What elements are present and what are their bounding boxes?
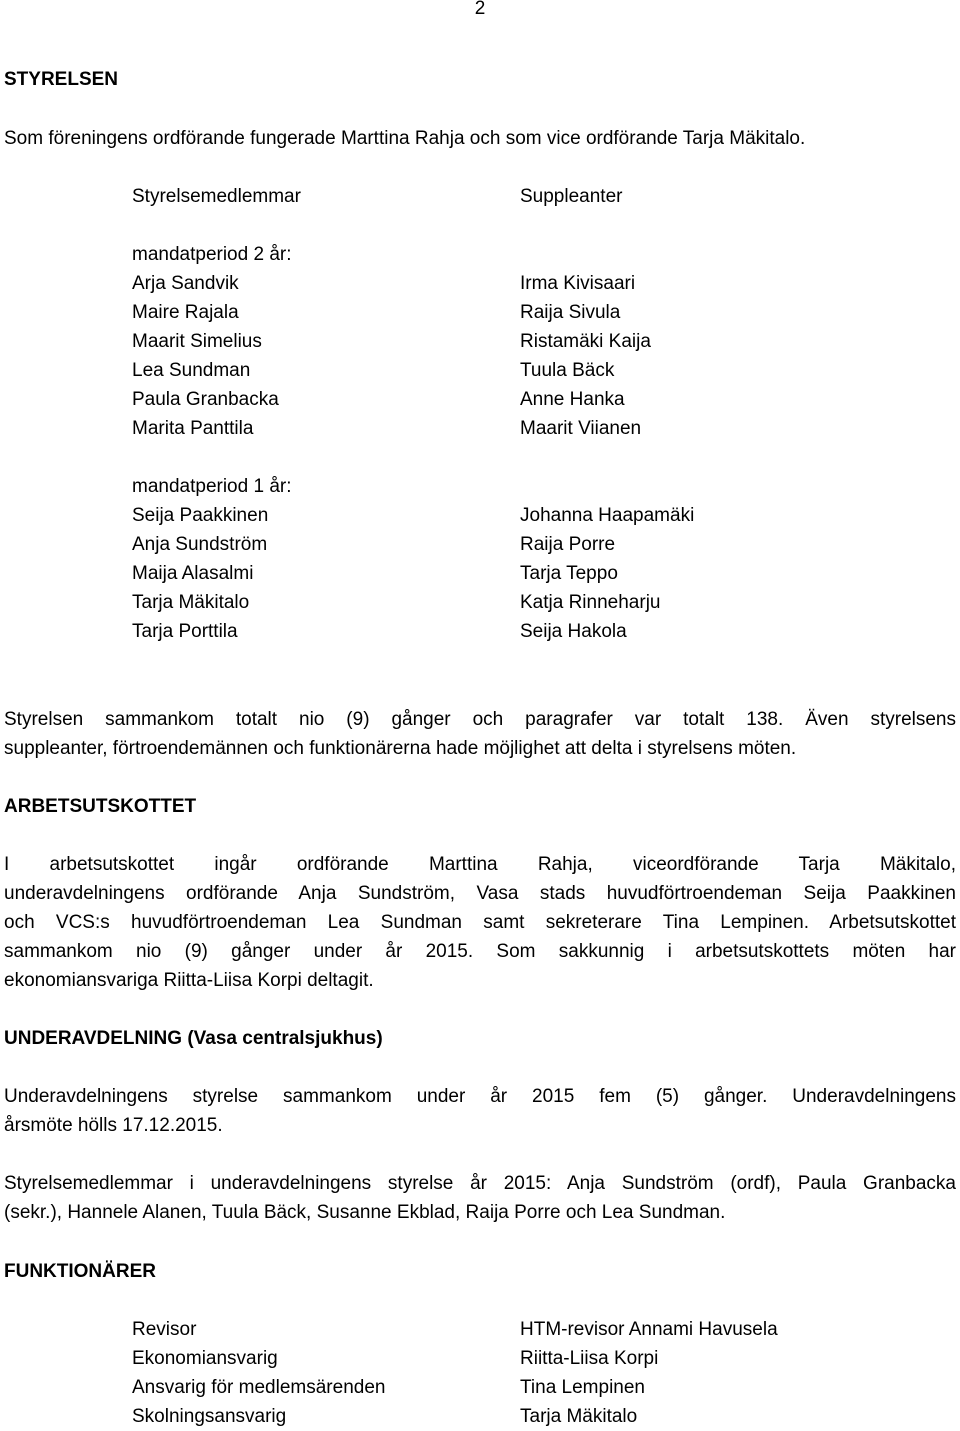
- paragraph-line: Underavdelningens styrelse sammankom under år 2015 fem (5) gånger. Underavdelningens: [4, 1086, 956, 1107]
- person-name: Riitta-Liisa Korpi: [520, 1348, 659, 1369]
- left-column-title: Styrelsemedlemmar: [132, 186, 301, 207]
- period1-label: mandatperiod 1 år:: [132, 476, 292, 497]
- list-item: Seija Hakola: [520, 621, 627, 642]
- list-item: Maija Alasalmi: [132, 563, 254, 584]
- paragraph-line: suppleanter, förtroendemännen och funktionärerna hade möjlighet att delta i styrelsens möten.: [4, 738, 797, 759]
- styrelsen-summary: [4, 705, 956, 763]
- section-heading-arbetsutskottet: ARBETSUTSKOTTET: [4, 796, 197, 817]
- list-item: Irma Kivisaari: [520, 273, 636, 294]
- right-column-title: Suppleanter: [520, 186, 623, 207]
- paragraph-line: Styrelsen sammankom totalt nio (9) gånger och paragrafer var totalt 138. Även styrelsens: [4, 709, 956, 730]
- paragraph-line: Styrelsemedlemmar i underavdelningens styrelse år 2015: Anja Sundström (ordf), Paula Granbacka: [4, 1173, 956, 1194]
- person-name: HTM-revisor Annami Havusela: [520, 1319, 778, 1340]
- arbetsutskottet-paragraph: [4, 850, 956, 995]
- paragraph-line: ekonomiansvariga Riitta-Liisa Korpi deltagit.: [4, 970, 374, 991]
- list-item: Anne Hanka: [520, 389, 625, 410]
- list-item: Maarit Viianen: [520, 418, 642, 439]
- period2-members: [132, 269, 279, 443]
- list-item: Ristamäki Kaija: [520, 331, 651, 352]
- underavdelning-paragraph-1: [4, 1082, 956, 1140]
- paragraph-line: årsmöte hölls 17.12.2015.: [4, 1115, 223, 1136]
- list-item: Lea Sundman: [132, 360, 251, 381]
- list-item: Maarit Simelius: [132, 331, 262, 352]
- section-heading-funktionarer: FUNKTIONÄRER: [4, 1261, 156, 1282]
- underavdelning-paragraph-2: [4, 1169, 956, 1227]
- list-item: Katja Rinneharju: [520, 592, 661, 613]
- list-item: Anja Sundström: [132, 534, 268, 555]
- paragraph-line: underavdelningens ordförande Anja Sundström, Vasa stads huvudförtroendeman Seija Paakkinen: [4, 883, 956, 904]
- person-name: Tina Lempinen: [520, 1377, 645, 1398]
- paragraph-line: sammankom nio (9) gånger under år 2015. Som sakkunnig i arbetsutskottets möten har: [4, 941, 956, 962]
- paragraph-line: och VCS:s huvudförtroendeman Lea Sundman samt sekreterare Tina Lempinen. Arbetsutskottet: [4, 912, 956, 933]
- period1-members: [132, 501, 268, 646]
- period2-label: mandatperiod 2 år:: [132, 244, 292, 265]
- list-item: Seija Paakkinen: [132, 505, 269, 526]
- person-name: Tarja Mäkitalo: [520, 1406, 638, 1427]
- section-heading-underavdelning: UNDERAVDELNING (Vasa centralsjukhus): [4, 1028, 383, 1049]
- list-item: Tarja Mäkitalo: [132, 592, 250, 613]
- funktionarer-roles: [132, 1315, 385, 1431]
- list-item: Raija Porre: [520, 534, 616, 555]
- period2-deputies: [520, 269, 651, 443]
- list-item: Marita Panttila: [132, 418, 254, 439]
- list-item: Paula Granbacka: [132, 389, 279, 410]
- funktionarer-persons: [520, 1315, 778, 1431]
- paragraph-line: I arbetsutskottet ingår ordförande Marttina Rahja, viceordförande Tarja Mäkitalo,: [4, 854, 956, 875]
- role-label: Skolningsansvarig: [132, 1406, 287, 1427]
- page-number: 2: [474, 0, 486, 19]
- list-item: Maire Rajala: [132, 302, 239, 323]
- list-item: Arja Sandvik: [132, 273, 239, 294]
- role-label: Ekonomiansvarig: [132, 1348, 278, 1369]
- list-item: Tuula Bäck: [520, 360, 615, 381]
- styrelsen-intro: Som föreningens ordförande fungerade Marttina Rahja och som vice ordförande Tarja Mäkitalo.: [4, 128, 806, 149]
- list-item: Tarja Teppo: [520, 563, 618, 584]
- list-item: Tarja Porttila: [132, 621, 238, 642]
- role-label: Revisor: [132, 1319, 197, 1340]
- list-item: Raija Sivula: [520, 302, 621, 323]
- section-heading-styrelsen: STYRELSEN: [4, 69, 119, 90]
- paragraph-line: (sekr.), Hannele Alanen, Tuula Bäck, Susanne Ekblad, Raija Porre och Lea Sundman.: [4, 1202, 726, 1223]
- period1-deputies: [520, 501, 694, 646]
- list-item: Johanna Haapamäki: [520, 505, 695, 526]
- role-label: Ansvarig för medlemsärenden: [132, 1377, 386, 1398]
